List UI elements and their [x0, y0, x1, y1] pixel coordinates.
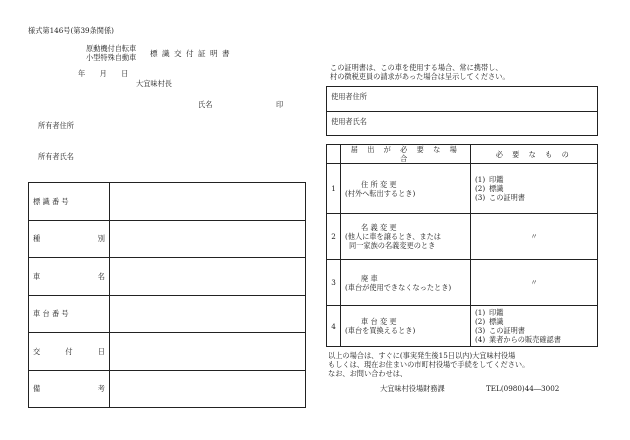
- vehicle-type: 原動機付自転車: [86, 44, 137, 53]
- ditto-mark: 〃: [471, 260, 598, 306]
- contact-tel: TEL(0980)44―3002: [486, 384, 560, 393]
- row-number: 3: [327, 260, 341, 306]
- row-value: [110, 295, 306, 333]
- case-desc: (車台が使用できなくなったとき): [345, 282, 452, 292]
- list-item: (4) 業者からの販売確認書: [475, 335, 561, 344]
- row-number: 4: [327, 306, 341, 347]
- vehicle-type: 小型特殊自動車: [86, 53, 137, 62]
- registration-table: [28, 182, 306, 408]
- list-item: (3) この証明書: [475, 193, 525, 202]
- table-header-row: [327, 145, 598, 164]
- row-value: [110, 370, 306, 408]
- table-row: [327, 164, 598, 214]
- form-number: 様式第146号(第39条関係): [28, 26, 114, 35]
- items-cell: [471, 306, 598, 347]
- ditto-mark: 〃: [471, 214, 598, 260]
- row-value: [110, 333, 306, 371]
- seal-mark: 印: [276, 100, 284, 109]
- footer-line: 以上の場合は、すぐに(事実発生後15日以内)大宜味村役場: [328, 351, 516, 360]
- owner-address-label: 所有者住所: [38, 121, 74, 130]
- owner-name-label: 所有者氏名: [38, 152, 74, 161]
- issue-date: 年 月 日: [78, 69, 129, 78]
- footer-line: なお、お問い合わせは、: [328, 369, 408, 378]
- header-items: 必 要 な も の: [471, 145, 598, 164]
- row-value: [110, 220, 306, 258]
- case-cell: [341, 260, 471, 306]
- table-row: [29, 333, 306, 371]
- case-desc: (村外へ転出するとき): [345, 188, 416, 198]
- case-desc: 同一家族の名義変更のとき: [349, 241, 436, 250]
- table-row: [29, 295, 306, 333]
- table-row: [29, 370, 306, 408]
- items-cell: [471, 164, 598, 214]
- table-row: [29, 258, 306, 296]
- row-number: 1: [327, 164, 341, 214]
- notice-text: [330, 63, 510, 81]
- case-title: 名 義 変 更: [361, 223, 397, 232]
- header-case: 届 出 が 必 要 な 場 合: [341, 145, 471, 164]
- case-cell: [341, 306, 471, 347]
- row-label: 種 別: [29, 220, 110, 258]
- user-name-label: 使用者氏名: [327, 111, 598, 136]
- vehicle-type-list: [86, 44, 136, 62]
- case-cell: [341, 164, 471, 214]
- list-item: (1) 印鑑: [475, 308, 504, 317]
- notice-line: 村の徴税吏員の請求があった場合は呈示してください。: [330, 72, 510, 81]
- table-row: [29, 183, 306, 221]
- case-title: 廃 車: [361, 273, 378, 283]
- row-label: 車 台 番 号: [29, 295, 110, 333]
- table-row: [327, 111, 598, 136]
- row-value: [110, 183, 306, 221]
- table-row: [327, 214, 598, 260]
- user-info-table: [326, 86, 598, 136]
- table-row: [29, 220, 306, 258]
- row-value: [110, 258, 306, 296]
- case-title: 住 所 変 更: [361, 179, 397, 189]
- form-title: 標 識 交 付 証 明 書: [150, 49, 231, 58]
- row-label: 交 付 日: [29, 333, 110, 371]
- case-desc: (車台を買換えるとき): [345, 326, 416, 335]
- notice-line: この証明書は、この車を使用する場合、常に携帯し、: [330, 63, 503, 72]
- footer-text: [328, 351, 529, 378]
- issuer-name: 大宜味村長: [136, 79, 172, 88]
- case-title: 車 台 変 更: [361, 317, 397, 326]
- list-item: (3) この証明書: [475, 326, 525, 335]
- footer-line: もしくは、現在お住まいの市町村役場で手続をしてください。: [328, 360, 530, 369]
- table-row: [327, 306, 598, 347]
- notification-table: [326, 144, 598, 347]
- row-label: 備 考: [29, 370, 110, 408]
- case-cell: [341, 214, 471, 260]
- list-item: (2) 標識: [475, 184, 504, 193]
- table-row: [327, 87, 598, 112]
- list-item: (2) 標識: [475, 317, 504, 326]
- user-address-label: 使用者住所: [327, 87, 598, 112]
- table-row: [327, 260, 598, 306]
- case-desc: (他人に車を譲るとき、または: [345, 232, 441, 241]
- contact-office: 大宜味村役場財務課: [380, 384, 445, 393]
- row-label: 車 名: [29, 258, 110, 296]
- list-item: (1) 印鑑: [475, 175, 504, 184]
- name-label: 氏名: [198, 100, 213, 109]
- row-number: 2: [327, 214, 341, 260]
- row-label: 標 識 番 号: [29, 183, 110, 221]
